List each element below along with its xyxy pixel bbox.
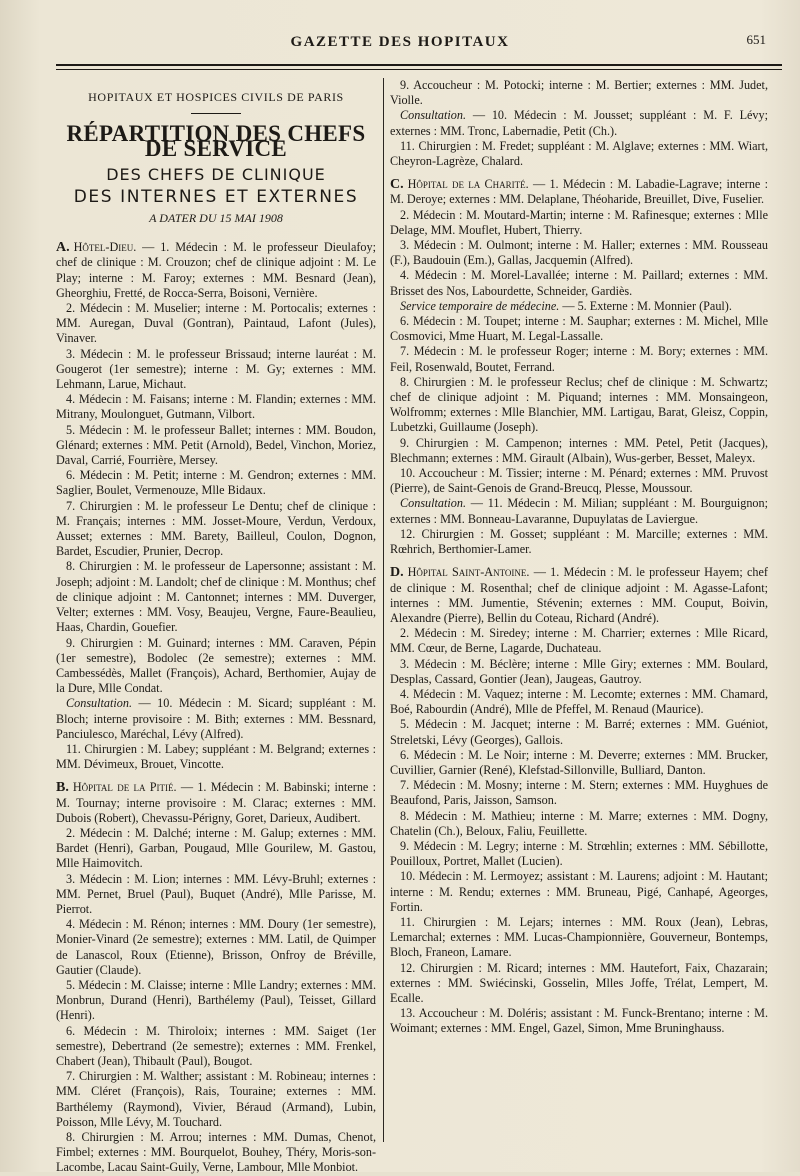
- entry-a10-text: — 10. Médecin : M. Sicard; suppléant : M. Bloch; interne provisoire : M. Bith; externes : MM. Bessnard, Panciulesco, Maréchal, Lévy (Alfred).: [56, 696, 376, 741]
- article-subtitle-1: DES CHEFS DE CLINIQUE: [106, 164, 326, 184]
- consultation-label: Consultation.: [400, 108, 467, 123]
- entry-d12: 12. Chirurgien : M. Ricard; internes : MM. Hautefort, Faix, Chazarain; externes : MM. Swiécinski, Gosselin, Mlles Joffe, Trélat, Lempert, M. Ecalle.: [390, 960, 768, 1005]
- article-subtitle-2: DES INTERNES ET EXTERNES: [73, 186, 359, 207]
- entry-b10: [390, 108, 768, 138]
- entry-d4: 4. Médecin : M. Vaquez; interne : M. Lecomte; externes : MM. Chamard, Boé, Rabourdin (André), Mlle de Pfeffel, M. Renaud (Maurice).: [390, 686, 768, 717]
- entry-c2: 2. Médecin : M. Moutard-Martin; interne : M. Rafinesque; externes : Mlle Delage, MM. Mouflet, Hubert, Thierry.: [390, 207, 768, 237]
- entry-b10-text: — 10. Médecin : M. Jousset; suppléant : M. F. Lévy; externes : MM. Tronc, Labernadie, Petit (Ch.).: [390, 108, 768, 138]
- entry-b2: 2. Médecin : M. Dalché; interne : M. Galup; externes : MM. Bardet (Henri), Garban, Pougaud, Mlle Gourilew, M. Gastou, Mlle Haimovitch.: [56, 825, 376, 871]
- section-c-letter: C.: [390, 177, 404, 193]
- entry-d13: 13. Accoucheur : M. Doléris; assistant : M. Funck-Brentano; interne : M. Woimant; externes : MM. Engel, Gazel, Simon, Mme Bruninghauss.: [390, 1006, 768, 1036]
- entry-c11-text: — 11. Médecin : M. Milian; suppléant : M. Bourguignon; externes : MM. Bonneau-Lavaranne, Dupuylatas de Laviergue.: [390, 496, 768, 526]
- entry-a11: 11. Chirurgien : M. Labey; suppléant : M. Belgrand; externes : MM. Dévimeux, Brouet, Vincotte.: [56, 741, 376, 772]
- entry-a10: [56, 696, 376, 742]
- entry-a2: 2. Médecin : M. Muselier; interne : M. Portocalis; externes : MM. Auregan, Duval (Gontran), Paintaud, Lafont (Jules), Vinaver.: [56, 301, 376, 346]
- entry-a5: 5. Médecin : M. le professeur Ballet; internes : MM. Boudon, Glénard; externes : MM. Petit (Arnold), Bedel, Vinchon, Moriez, Daval, Carrié, Fourrière, Mersey.: [56, 422, 376, 468]
- section-b-heading: Hôpital de la Pitié.: [72, 780, 177, 795]
- entry-c10: 10. Accoucheur : M. Tissier; interne : M. Pénard; externes : MM. Pruvost (Pierre), de Saint-Genois de Grand-Breucq, Plesse, Moussour.: [390, 466, 768, 496]
- entry-c6: 6. Médecin : M. Toupet; interne : M. Sauphar; externes : M. Michel, Mlle Cosmovici, Mme Huart, M. Legal-Lassalle.: [390, 314, 768, 344]
- left-column: [56, 78, 376, 1175]
- section-d-entry-1: [390, 565, 768, 626]
- entry-c12: 12. Chirurgien : M. Gosset; suppléant : M. Marcille; externes : MM. Rœhrich, Berthomier-Lamer.: [390, 526, 768, 557]
- entry-b7: 7. Chirurgien : M. Walther; assistant : M. Robineau; internes : MM. Cléret (François), Rais, Touraine; externes : MM. Barthélemy (Raymond), Vivier, Béraud (Armand), Lubin, Poisson, Mlle Lévy, M. Touchard.: [56, 1069, 376, 1129]
- entry-c5: [390, 299, 768, 314]
- entry-c4: 4. Médecin : M. Morel-Lavallée; interne : M. Paillard; externes : MM. Brisset des Nos, Labourdette, Schneider, Gardiès.: [390, 268, 768, 298]
- section-d-letter: D.: [390, 565, 404, 581]
- entry-d3: 3. Médecin : M. Béclère; interne : Mlle Giry; externes : MM. Boulard, Desplas, Cassard, Gontier (Jean), Jaugeas, Gautroy.: [390, 656, 768, 686]
- section-a-text: — 1. Médecin : M. le professeur Dieulafoy; chef de clinique : M. Crouzon; chef de clinique adjoint : M. Le Play; interne : M. Faroy; externes : MM. Besnard (Jean), Gheorghiu, Fretté, de Rocca-Serra, Boisoni, Vernière.: [56, 240, 376, 300]
- entry-d2: 2. Médecin : M. Siredey; interne : M. Charrier; externes : Mlle Ricard, MM. Cœur, de Berne, Lagarde, Duchateau.: [390, 626, 768, 656]
- section-a-heading: Hôtel-Dieu.: [73, 240, 137, 255]
- entry-b8: 8. Chirurgien : M. Arrou; internes : MM. Dumas, Chenot, Fimbel; externes : MM. Bourquelot, Bouhey, Théry, Moris-son-Lacombe, Lacau Saint-Guily, Verne, Lambour, Mlle Monbiot.: [56, 1130, 376, 1175]
- section-d-text: — 1. Médecin : M. le professeur Hayem; chef de clinique : M. Rosenthal; chef de clinique adjoint : M. Agasse-Lafont; internes : MM. Jumentie, Stévenin; externes : MM. Couput, Boivin, Alexandre (Pierre), Bellin du Coteau, Richard (André).: [390, 565, 768, 625]
- entry-d7: 7. Médecin : M. Mosny; interne : M. Stern; externes : MM. Huyghues de Beaufond, Paris, Jaisson, Samson.: [390, 778, 768, 808]
- section-c-text: — 1. Médecin : M. Labadie-Lagrave; interne : M. Deroye; externes : MM. Delaplane, Théoharide, Breuillet, Dive, Fuselier.: [390, 177, 768, 207]
- section-b-letter: B.: [56, 780, 69, 796]
- entry-a3: 3. Médecin : M. le professeur Brissaud; interne lauréat : M. Gougerot (1er semestre); interne : M. Gy; externes : MM. Lehmann, Larue, Michaut.: [56, 346, 376, 392]
- section-b-text: — 1. Médecin : M. Babinski; interne : M. Tournay; interne provisoire : M. Clarac; externes : MM. Dubois (Robert), Chevassu-Périgny, Goret, Darieux, Audibert.: [56, 780, 376, 825]
- section-c-entry-1: [390, 177, 768, 207]
- page-number: 651: [746, 32, 766, 47]
- entry-d5: 5. Médecin : M. Jacquet; interne : M. Barré; externes : MM. Guéniot, Streletski, Lévy (Georges), Gallois.: [390, 717, 768, 747]
- section-d-heading: Hôpital Saint-Antoine.: [407, 565, 530, 580]
- entry-c7: 7. Médecin : M. le professeur Roger; interne : M. Bory; externes : MM. Feil, Rosenwald, Boutet, Ferrand.: [390, 344, 768, 374]
- section-b-entry-1: [56, 780, 376, 826]
- entry-c5-text: — 5. Externe : M. Monnier (Paul).: [559, 298, 732, 313]
- entry-a9: 9. Chirurgien : M. Guinard; internes : MM. Caraven, Pépin (1er semestre), Bodolec (2e semestre); externes : MM. Cambessédès, Mallet (François), Achard, Berthomier, Aujay de la Dure, Mlle Condat.: [56, 635, 376, 696]
- entry-a7: 7. Chirurgien : M. le professeur Le Dentu; chef de clinique : M. Français; internes : MM. Josset-Moure, Verdun, Verdoux, Ausset; externes : MM. Barety, Bailleul, Coulon, Dognon, Bardet, Escudier, Prunier, Decrop.: [56, 498, 376, 559]
- article-title: RÉPARTITION DES CHEFS DE SERVICE: [66, 121, 366, 162]
- column-divider: [383, 78, 384, 1142]
- section-c-heading: Hôpital de la Charité.: [407, 177, 529, 192]
- header-rule: [56, 64, 782, 66]
- entry-a6: 6. Médecin : M. Petit; interne : M. Gendron; externes : MM. Saglier, Boulet, Vermenouze, Mlle Bidaux.: [56, 468, 376, 498]
- service-temporaire-label: Service temporaire de médecine.: [400, 298, 560, 313]
- right-column: [390, 78, 768, 1152]
- consultation-label: Consultation.: [66, 696, 133, 711]
- entry-c9: 9. Chirurgien : M. Campenon; internes : MM. Petel, Petit (Jacques), Blechmann; externes : MM. Girault (Albain), Wus-gerber, Besset, Maleyx.: [390, 435, 768, 465]
- section-a-letter: A.: [56, 240, 70, 256]
- section-a-entry-1: [56, 240, 376, 301]
- entry-b11: 11. Chirurgien : M. Fredet; suppléant : M. Alglave; externes : MM. Wiart, Cheyron-Lagrèze, Chalard.: [390, 138, 768, 169]
- entry-b5: 5. Médecin : M. Claisse; interne : Mlle Landry; externes : MM. Monbrun, Durand (Henri), Barthélemy (Paul), Teisset, Gillard (Henri).: [56, 977, 376, 1023]
- entry-a4: 4. Médecin : M. Faisans; interne : M. Flandin; externes : MM. Mitrany, Moulonguet, Gutmann, Vilbort.: [56, 392, 376, 422]
- entry-c3: 3. Médecin : M. Oulmont; interne : M. Haller; externes : MM. Rousseau (F.), Baudouin (Em.), Gallas, Jacquemin (Alfred).: [390, 238, 768, 268]
- entry-a8: 8. Chirurgien : M. le professeur de Lapersonne; assistant : M. Joseph; adjoint : M. Landolt; chef de clinique : M. Monthus; chef de clinique adjoint : M. Cantonnet; internes : MM. Duverger, Velter; externes : MM. Vosy, Beaujeu, Vergne, Faure-Beaulieu, Haas, Chardin, Gouefier.: [56, 559, 376, 635]
- entry-b4: 4. Médecin : M. Rénon; internes : MM. Doury (1er semestre), Monier-Vinard (2e semestre); externes : MM. Latil, de Quimper de Lanascol, Roux (Etienne), Brisson, Onfroy de Bréville, Gautier (Claude).: [56, 917, 376, 977]
- entry-c11: [390, 496, 768, 526]
- entry-b6: 6. Médecin : M. Thiroloix; internes : MM. Saiget (1er semestre), Debertrand (2e semestre); externes : MM. Frenkel, Chabert (Jean), Thibault (Paul), Bougot.: [56, 1023, 376, 1068]
- entry-c8: 8. Chirurgien : M. le professeur Reclus; chef de clinique : M. Schwartz; chef de clinique adjoint : M. Piquand; internes : MM. Monsaingeon, Wolfromm; externes : Mlle Blanchier, MM. Lartigau, Barat, Gleisz, Coppin, Lubetzki, Guillaume (Joseph).: [390, 374, 768, 435]
- entry-d9: 9. Médecin : M. Legry; interne : M. Strœhlin; externes : MM. Sébillotte, Pouilloux, Portret, Mallet (Lucien).: [390, 838, 768, 869]
- running-head: GAZETTE DES HOPITAUX: [290, 34, 510, 50]
- article-date: A DATER DU 15 MAI 1908: [149, 211, 283, 226]
- org-heading: HOPITAUX ET HOSPICES CIVILS DE PARIS: [88, 90, 344, 104]
- entry-d10: 10. Médecin : M. Lermoyez; assistant : M. Laurens; adjoint : M. Hautant; interne : M. Rendu; externes : MM. Bruneau, Pigé, Canhapé, Ageorges, Fortin.: [390, 869, 768, 914]
- consultation-label: Consultation.: [400, 496, 467, 511]
- entry-d6: 6. Médecin : M. Le Noir; interne : M. Deverre; externes : MM. Brucker, Cuvillier, Garnier (René), Klefstad-Sillonville, Bulliard, Danton.: [390, 747, 768, 777]
- entry-d11: 11. Chirurgien : M. Lejars; internes : MM. Roux (Jean), Lebras, Lemarchal; externes : MM. Lucas-Championnière, Gouverneur, Bontemps, Bloch, Franeon, Lamare.: [390, 914, 768, 960]
- entry-b3: 3. Médecin : M. Lion; internes : MM. Lévy-Bruhl; externes : MM. Pernet, Bruel (Paul), Buquet (André), Mlle Parisse, M. Pierrot.: [56, 871, 376, 916]
- title-rule: [191, 113, 241, 114]
- entry-d8: 8. Médecin : M. Mathieu; interne : M. Marre; externes : MM. Dogny, Chatelin (Ch.), Beloux, Faliu, Feuillette.: [390, 808, 768, 838]
- entry-b9: 9. Accoucheur : M. Potocki; interne : M. Bertier; externes : MM. Judet, Violle.: [390, 78, 768, 108]
- header-rule-thin: [56, 69, 782, 70]
